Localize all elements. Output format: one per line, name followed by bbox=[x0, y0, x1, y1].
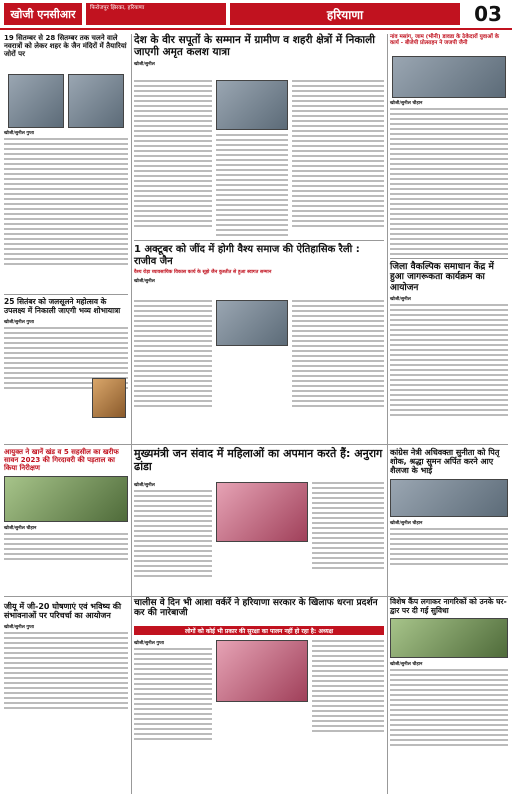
photo-officials bbox=[216, 80, 288, 130]
story-youth-body bbox=[390, 100, 508, 258]
story-inspection bbox=[4, 448, 128, 563]
row-divider bbox=[4, 294, 128, 295]
story-title: 19 सितम्बर से 28 सितम्बर तक चलने वाले नवरात्रों को लेकर शहर के जैन मंदिरों में तैयारियां जोरों पर bbox=[4, 34, 127, 59]
story-byline: खोजी/सुनील चौहान bbox=[390, 101, 423, 106]
story-amrit-col1 bbox=[134, 80, 212, 230]
column-divider bbox=[387, 34, 388, 794]
photo-asha-protest bbox=[216, 640, 308, 702]
story-byline: खोजी/सुनील गुप्ता bbox=[134, 641, 164, 646]
story-vaishya-rally bbox=[134, 244, 384, 284]
story-title: देश के वीर सपूतों के सम्मान में ग्रामीण व शहरी क्षेत्रों में निकाली जाएगी अमृत कलश यात्रा bbox=[134, 34, 375, 59]
story-subtitle: वैश्य रोड़ा व्यावसायिक विकास कार्य के सूझे जैन कुश्तीत से हुआ स्वागत सम्मान bbox=[134, 270, 272, 275]
masthead bbox=[0, 0, 512, 30]
story-subtitle-banner: लोगों को कोई भी प्रकार की सुरक्षा का पालन नहीं हो रहा है: अध्यक्ष bbox=[134, 626, 384, 635]
story-vaishya-col1 bbox=[134, 300, 212, 410]
photo-dhanda bbox=[216, 482, 308, 542]
story-anurag-dhanda bbox=[134, 448, 384, 473]
story-amrit-col3 bbox=[292, 80, 384, 230]
story-special-camp bbox=[390, 598, 508, 749]
story-navratri bbox=[4, 34, 128, 58]
row-divider bbox=[390, 258, 508, 259]
story-title: जिला वैकल्पिक समाधान केंद्र में हुआ जागरूकता कार्यक्रम का आयोजन bbox=[390, 262, 494, 293]
story-amrit-kalash bbox=[134, 34, 384, 67]
story-title: मुख्यमंत्री जन संवाद में महिलाओं का अपमान करते हैं: अनुराग ढांडा bbox=[134, 447, 383, 473]
photo-youth-group bbox=[392, 56, 506, 98]
story-byline: खोजी/सुनील चौहान bbox=[390, 662, 423, 668]
story-title: 25 सितंबर को जलसूलने महोत्सव के उपलक्ष्य में निकाली जाएगी भव्य शोभायात्रा bbox=[4, 297, 121, 315]
row-divider bbox=[4, 444, 508, 445]
row-divider bbox=[134, 240, 384, 241]
photo-procession bbox=[92, 378, 126, 418]
photo-person-left bbox=[8, 74, 64, 128]
story-dhanda-col3 bbox=[312, 482, 384, 572]
story-title: कांग्रेस नेत्री अधिवक्ता सुनीता को पितृ शोक, श्रद्धा सुमन अर्पित करने आए शैलजा के भाई bbox=[390, 448, 500, 476]
story-awareness bbox=[390, 262, 508, 419]
story-sunita bbox=[390, 448, 508, 568]
story-vaishya-col3 bbox=[292, 300, 384, 410]
story-byline: खोजी/सुनील चौहान bbox=[390, 520, 423, 526]
masthead-meta: फिरोजपुर झिरका, हरियाणा bbox=[86, 3, 226, 25]
story-title: नांव मसांग, जाम (भीनी) डावडा के ठेकेदारों युवाओं के कार्य - बीजेपी प्रोत्साहन ने जजपी जैनी bbox=[390, 34, 500, 47]
photo-field-inspection bbox=[4, 476, 128, 522]
story-asha-col3 bbox=[312, 640, 384, 735]
story-dhanda-col1 bbox=[134, 482, 212, 580]
section-title: हरियाणा bbox=[230, 3, 460, 25]
story-byline: खोजी/सुनील गुप्ता bbox=[4, 625, 34, 631]
story-byline: खोजी/सुनील चौहान bbox=[4, 526, 37, 532]
story-youth bbox=[390, 34, 508, 47]
photo-camp bbox=[390, 618, 508, 658]
story-title: विशेष कैंप लगाकर नागरिकों को उनके घर-द्वार पर दी गई सुविधा bbox=[390, 597, 507, 615]
story-amrit-col2 bbox=[216, 134, 288, 239]
photo-rally bbox=[216, 300, 288, 346]
story-navratri-body bbox=[4, 130, 128, 268]
brand-logo: खोजी एनसीआर bbox=[4, 3, 82, 25]
story-byline: खोजी/सुनील bbox=[390, 297, 411, 303]
page-number: 03 bbox=[474, 2, 502, 26]
story-byline: खोजी/सुनील bbox=[134, 62, 155, 68]
story-asha-col1 bbox=[134, 640, 212, 743]
photo-condolence bbox=[390, 479, 508, 517]
story-title: जीयू में जी-20 घोषणाएं एवं भविष्य की संभावनाओं पर परिचर्चा का आयोजन bbox=[4, 602, 122, 621]
story-g20 bbox=[4, 602, 128, 712]
story-byline: खोजी/सुनील bbox=[134, 483, 155, 488]
story-byline: खोजी/सुनील गुप्ता bbox=[4, 320, 34, 326]
story-title: चालीस वे दिन भी आशा वर्करें ने हरियाणा सरकार के खिलाफ धरना प्रदर्शन कर की नारेबाजी bbox=[134, 598, 378, 619]
story-asha-workers bbox=[134, 598, 384, 619]
row-divider bbox=[4, 596, 508, 597]
story-title: 1 अक्टूबर को जींद में होगी वैश्य समाज की ऐतिहासिक रैली : राजीव जैन bbox=[134, 244, 360, 267]
story-title: आयुक्त ने खानें खंड व 5 सहसील का खरीफ सावन 2023 की गिरदावरी की पड़ताल का किया निरीक्षण bbox=[4, 448, 119, 473]
story-byline: खोजी/सुनील bbox=[134, 279, 155, 284]
photo-person-right bbox=[68, 74, 124, 128]
story-byline: खोजी/सुनील गुप्ता bbox=[4, 131, 34, 136]
column-divider bbox=[131, 34, 132, 794]
